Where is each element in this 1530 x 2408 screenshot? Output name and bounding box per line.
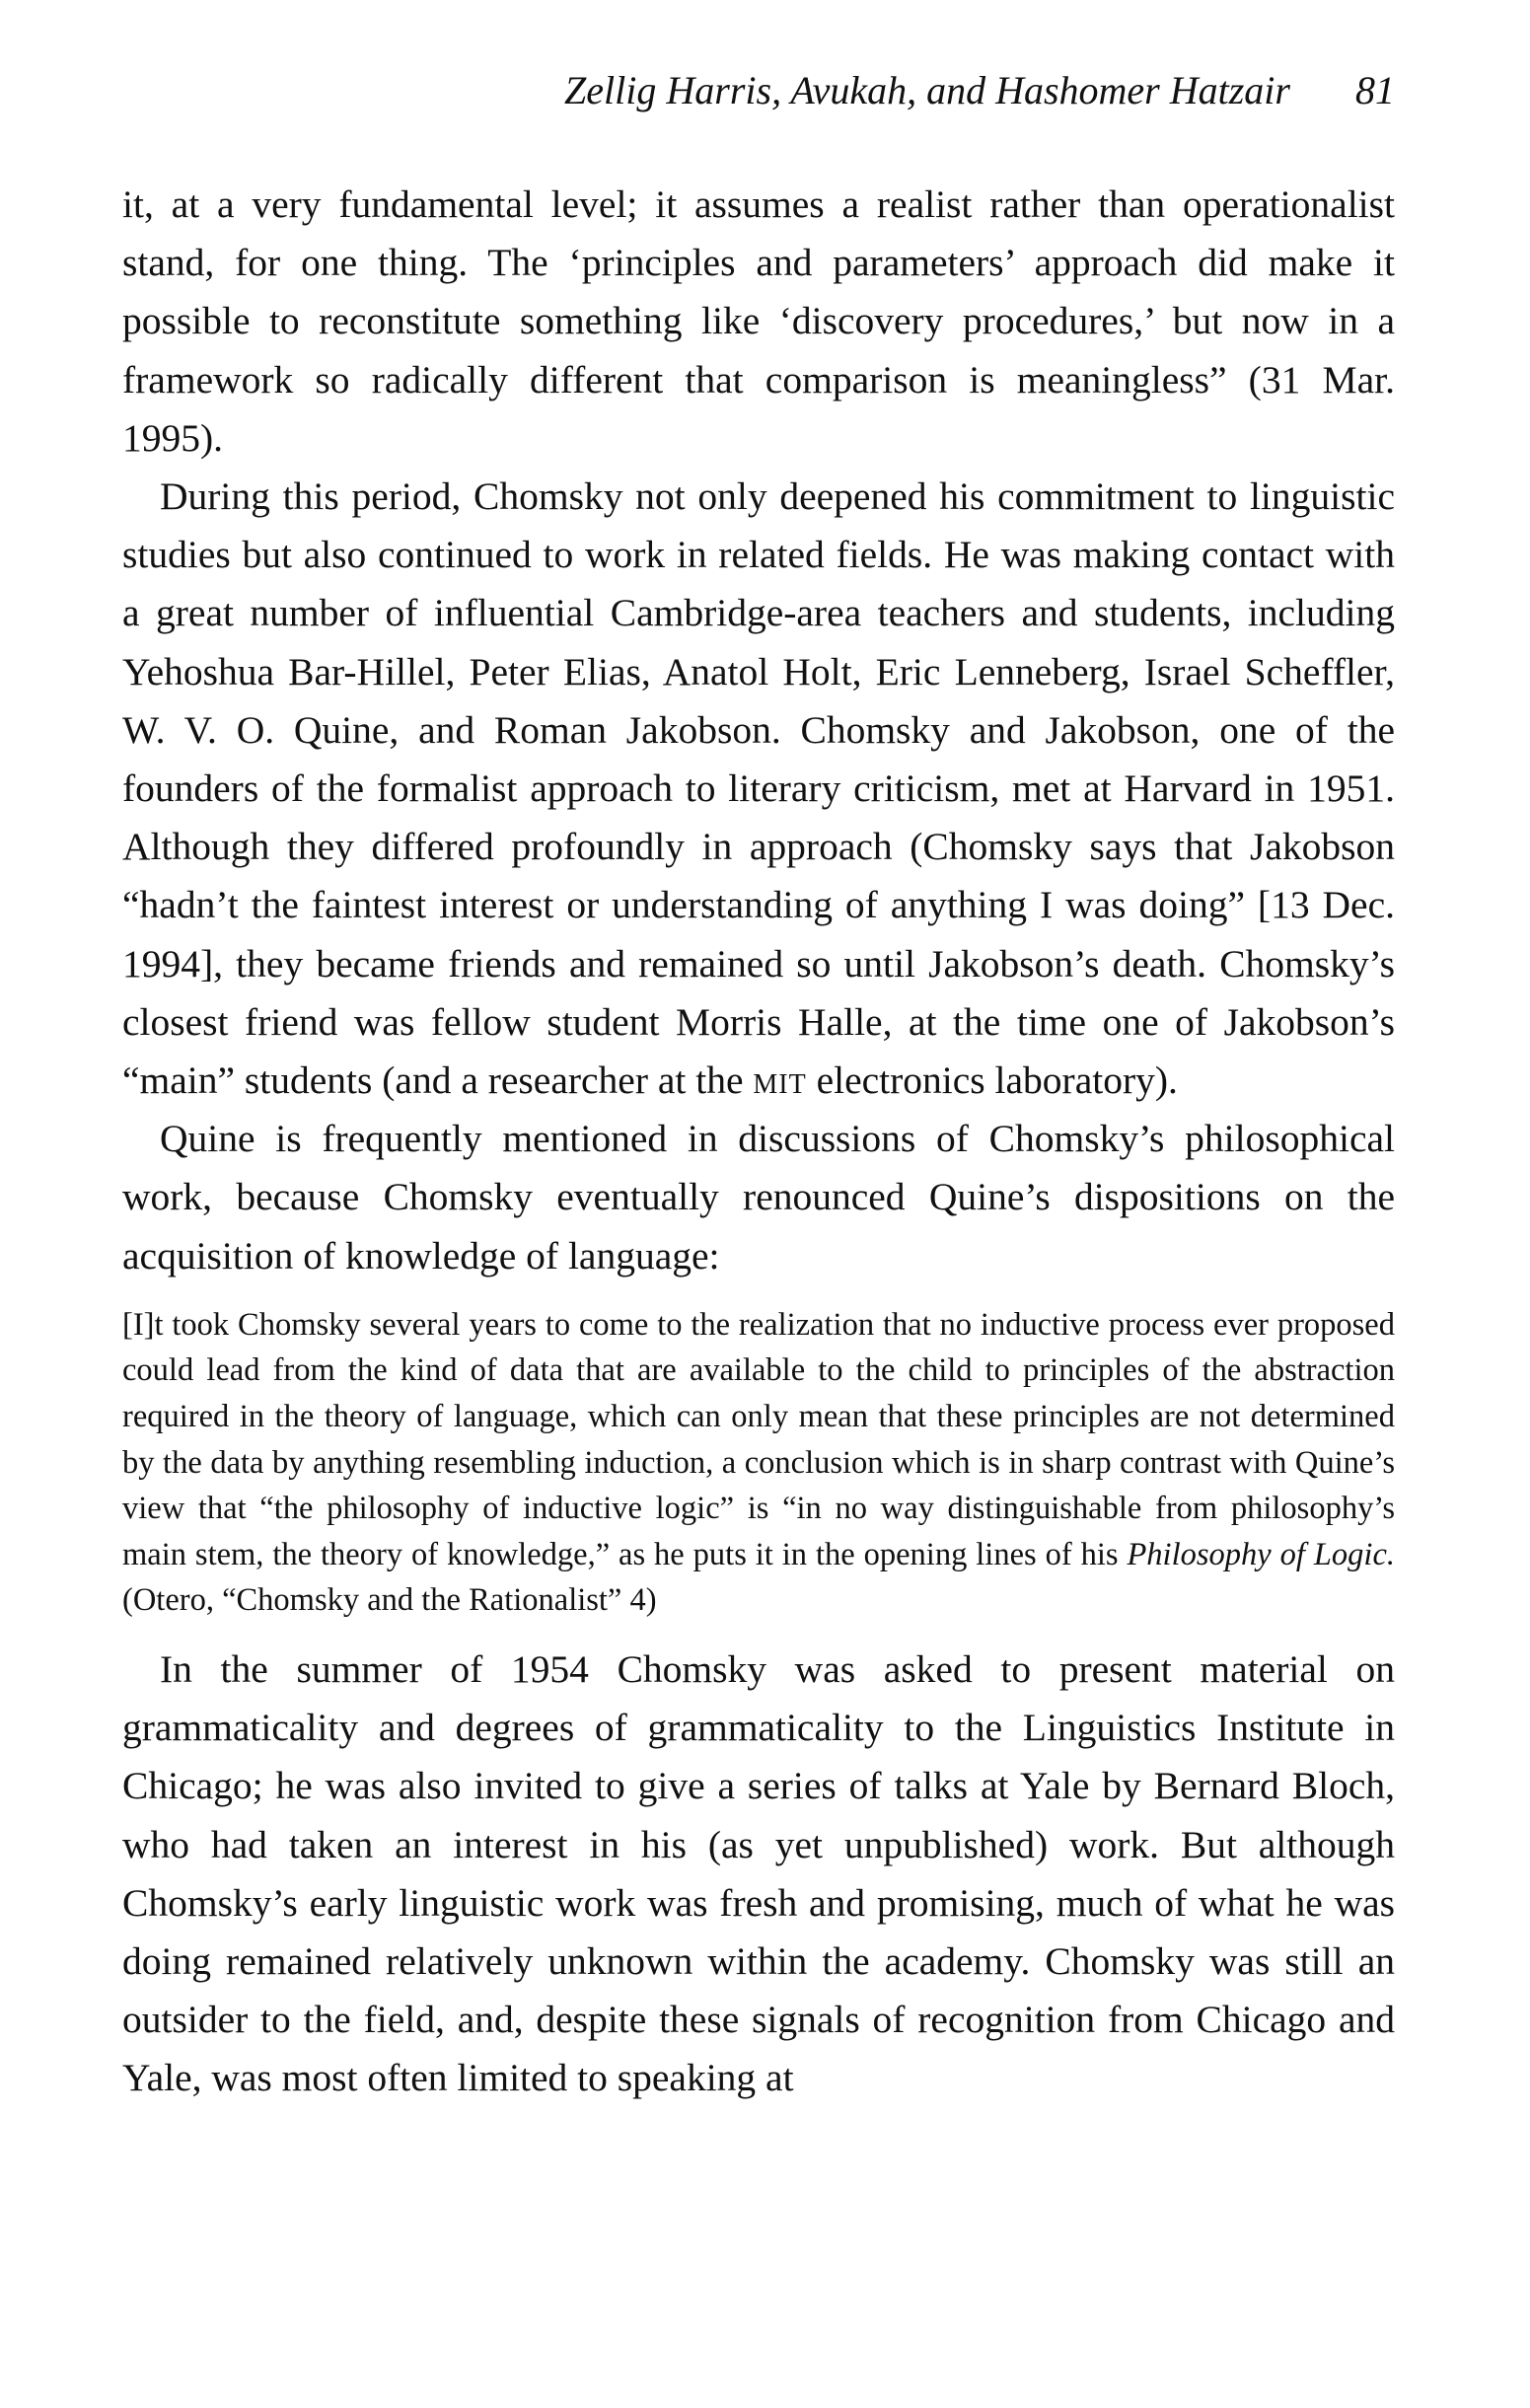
paragraph-chomsky-contacts — [122, 468, 1395, 1110]
quote-citation: (Otero, “Chomsky and the Rationalist” 4) — [122, 1582, 657, 1619]
running-head: Zellig Harris, Avukah, and Hashomer Hatzair — [564, 68, 1290, 112]
block-quotation — [122, 1302, 1395, 1624]
paragraph-text: During this period, Chomsky not only deepened his commitment to linguistic studies but also continued to work in related fields. He was making contact with a great number of influential Cambridge-area teachers and students, including Yehoshua Bar-Hillel, Peter Elias, Anatol Holt, Eric Lenneberg, Israel Scheffler, W. V. O. Quine, and Roman Jakobson. Chomsky and Jakobson, one of the founders of the formalist approach to literary criticism, met at Harvard in 1951. Although they differed profoundly in approach (Chomsky says that Jakobson “hadn’t the faintest interest or understanding of anything I was doing” [13 Dec. 1994], they became friends and remained so until Jakobson’s death. Chomsky’s closest friend was fellow student Morris Halle, at the time one of Jakobson’s “main” students (and a researcher at the — [122, 474, 1395, 1103]
paragraph-continued: it, at a very fundamental level; it assumes a realist rather than operationalist stand, for one thing. The ‘principles and parameters’ approach did make it possible to reconstitute something like ‘discovery procedures,’ but now in a framework so radically different that comparison is meaningless” (31 Mar. 1995). — [122, 182, 1395, 460]
page-number: 81 — [1355, 68, 1395, 112]
paragraph-quine: Quine is frequently mentioned in discussions of Chomsky’s philosophical work, because Chomsky eventually renounced Quine’s dispositions on the acquisition of knowledge of language: — [122, 1117, 1395, 1277]
page-header — [122, 61, 1395, 120]
paragraph-summer-1954: In the summer of 1954 Chomsky was asked to present material on grammaticality and degrees of grammaticality to the Linguistics Institute in Chicago; he was also invited to give a series of talks at Yale by Bernard Bloch, who had taken an interest in his (as yet unpublished) work. But although Chomsky’s early linguistic work was fresh and promising, much of what he was doing remained relatively unknown within the academy. Chomsky was still an outsider to the field, and, despite these signals of recognition from Chicago and Yale, was most often limited to speaking at — [122, 1647, 1395, 2100]
quote-text: [I]t took Chomsky several years to come to the realization that no inductive process ever proposed could lead from the kind of data that are available to the child to principles of the abstraction required in the theory of language, which can only mean that these principles are not determined by the data by anything resembling induction, a conclusion which is in sharp contrast with Quine’s view that “the philosophy of inductive logic” is “in no way distinguishable from philosophy’s main stem, the theory of knowledge,” as he puts it in the opening lines of his — [122, 1306, 1395, 1572]
page-body — [122, 176, 1395, 2108]
paragraph-text-end: electronics laboratory). — [806, 1058, 1178, 1103]
mit-abbreviation: mit — [753, 1058, 807, 1103]
quote-book-title: Philosophy of Logic. — [1127, 1536, 1395, 1572]
